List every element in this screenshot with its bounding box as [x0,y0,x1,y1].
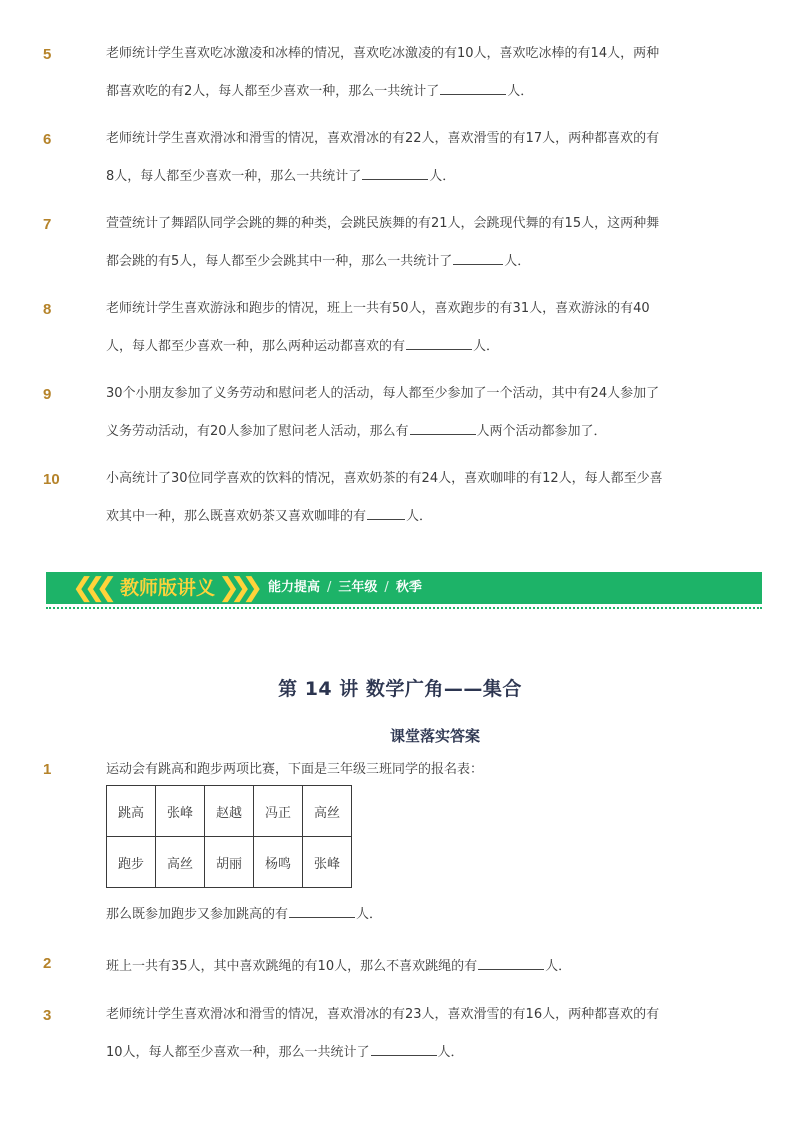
question-text-line: 30个小朋友参加了义务劳动和慰问老人的活动，每人都至少参加了一个活动，其中有24人参加了 [106,386,660,401]
answer-blank[interactable] [371,1041,437,1056]
question-text: 人． [356,907,383,922]
banner-dotted-divider [46,607,762,609]
answer-blank[interactable] [410,420,476,435]
section-title: 课堂落实答案 [389,727,480,745]
banner-separator: / [327,580,332,595]
table-cell: 高丝 [156,837,205,888]
banner-separator: / [384,580,389,595]
question-text: 义务劳动活动，有20人参加了慰问老人活动，那么有 [106,424,409,439]
question-number: 10 [43,471,60,488]
table-cell: 张峰 [303,837,352,888]
banner-meta-topic: 能力提高 [268,580,321,595]
question-number: 8 [43,301,52,318]
table-cell-header: 跳高 [107,786,156,837]
question-number: 6 [43,131,52,148]
question-text: 那么既参加跑步又参加跳高的有 [106,907,289,922]
question-text: 人． [507,84,534,99]
question-text-line: 老师统计学生喜欢滑冰和滑雪的情况，喜欢滑冰的有22人，喜欢滑雪的有17人，两种都喜欢的有 [106,131,660,146]
question-number: 3 [43,1007,52,1024]
question-number: 2 [43,955,52,972]
question-text-line [106,335,499,355]
question-text-line [106,80,533,100]
lecture-title: 第 14 讲 数学广角——集合 [278,678,522,700]
answer-blank[interactable] [478,955,544,970]
question-text: 班上一共有35人，其中喜欢跳绳的有10人，那么不喜欢跳绳的有 [106,959,478,974]
table-row [107,837,352,888]
table-cell: 高丝 [303,786,352,837]
question-text-line [106,165,455,185]
answer-blank[interactable] [362,165,428,180]
answer-blank[interactable] [453,250,503,265]
question-text-line [106,250,530,270]
question-number: 5 [43,46,52,63]
table-cell: 杨鸣 [254,837,303,888]
answer-blank[interactable] [440,80,506,95]
question-text-line [106,955,571,975]
question-text: 人． [429,169,456,184]
table-row [107,786,352,837]
table-cell-header: 跑步 [107,837,156,888]
banner-meta-season: 秋季 [395,580,422,595]
question-text-line [106,1041,464,1061]
question-text-line: 萱萱统计了舞蹈队同学会跳的舞的种类，会跳民族舞的有21人，会跳现代舞的有15人，这两种舞 [106,216,660,231]
question-number: 7 [43,216,52,233]
question-number: 9 [43,386,52,403]
question-text-line: 老师统计学生喜欢游泳和跑步的情况，班上一共有50人，喜欢跑步的有31人，喜欢游泳的有40 [106,301,650,316]
signup-table [106,785,352,888]
question-number: 1 [43,761,52,778]
banner-meta-grade: 三年级 [338,580,378,595]
question-text-line [106,420,607,440]
question-text: 8人，每人都至少喜欢一种，那么一共统计了 [106,169,362,184]
table-cell: 胡丽 [205,837,254,888]
table-cell: 冯正 [254,786,303,837]
question-text: 人． [437,1045,464,1060]
question-text: 人． [545,959,572,974]
question-text: 都会跳的有5人，每人都至少会跳其中一种，那么一共统计了 [106,254,453,269]
banner-title: 教师版讲义 [120,577,216,599]
answer-blank[interactable] [289,903,355,918]
table-cell: 张峰 [156,786,205,837]
question-text: 欢其中一种，那么既喜欢奶茶又喜欢咖啡的有 [106,509,367,524]
question-text-line [106,505,432,525]
answer-blank[interactable] [406,335,472,350]
question-text-line [106,903,382,923]
question-text: 人． [473,339,500,354]
table-cell: 赵越 [205,786,254,837]
question-text: 人． [406,509,433,524]
question-text: 人两个活动都参加了． [476,424,607,439]
question-text-line: 老师统计学生喜欢吃冰激凌和冰棒的情况，喜欢吃冰激凌的有10人，喜欢吃冰棒的有14人，两种 [106,46,660,61]
question-text: 人． [504,254,531,269]
answer-blank[interactable] [367,505,405,520]
question-text: 10人，每人都至少喜欢一种，那么一共统计了 [106,1045,370,1060]
question-text-line: 小高统计了30位同学喜欢的饮料的情况，喜欢奶茶的有24人，喜欢咖啡的有12人，每人都至少喜 [106,471,663,486]
question-text: 人，每人都至少喜欢一种，那么两种运动都喜欢的有 [106,339,406,354]
question-text-line: 运动会有跳高和跑步两项比赛，下面是三年级三班同学的报名表： [106,762,484,777]
chevron-right-icon: ❯❯❯ [218,573,254,603]
chevron-left-icon: ❮❮❮ [72,573,108,603]
question-text: 都喜欢吃的有2人，每人都至少喜欢一种，那么一共统计了 [106,84,440,99]
banner-meta [268,580,422,596]
question-text-line: 老师统计学生喜欢滑冰和滑雪的情况，喜欢滑冰的有23人，喜欢滑雪的有16人，两种都喜欢的有 [106,1007,660,1022]
